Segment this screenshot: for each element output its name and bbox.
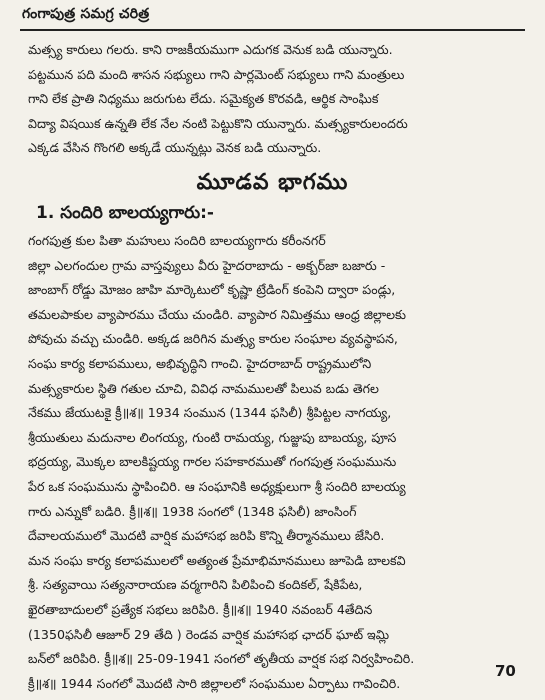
text-line: భద్రయ్య, మొక్కల బాలకిష్టయ్య గారల సహకారముతో గంగపుత్ర సంఘమును [28, 454, 397, 470]
text-line: విద్యా విషయిక ఉన్నతి లేక నేల నంటి పెట్టుకొని యున్నారు. మత్స్యకారులందరు [28, 115, 408, 131]
text-line: శ్రీయుతులు మదునాల లింగయ్య, గుంటి రామయ్య, గుజ్జుపు బాబయ్య, పూస [28, 429, 397, 445]
text-line: శ్రీ. సత్యవాయి సత్యనారాయణ వర్మగారిని పిలిపించి కందికల్, షేకిపేట, [28, 577, 363, 593]
body-paragraph [28, 229, 528, 696]
text-line: బన్‌లో జరిపిరి. క్రీ॥శ॥ 25-09-1941 సంగలో తృతీయ వార్షక సభ నిర్వహించిరి. [28, 651, 415, 667]
text-line: జిల్లా ఎలగందుల గ్రామ వాస్తవ్యులు వీరు హైదరాబాదు - అక్బర్‌జా బజారు - [28, 257, 386, 273]
page-number: 70 [495, 662, 516, 680]
text-line: ఎక్కడ వేసిన గొంగలి అక్కడే యున్నట్లు వెనక బడి యున్నారు. [28, 140, 322, 156]
section-title: 1. సందిరి బాలయ్యగారు:- [36, 203, 214, 223]
text-line: మత్స్య కారులు గలరు. కాని రాజకీయముగా ఎదుగక వెనుక బడి యున్నారు. [28, 42, 393, 57]
text-line: పోవుచు వచ్చు చుండిరి. అక్కడ జరిగిన మత్స్య కారుల సంఘాల వ్యవస్థాపన, [28, 331, 398, 347]
text-line: మన సంఘ కార్య కలాపములలో అత్యంత ప్రేమాభిమానములు జూపెడి బాలకవి [28, 552, 406, 568]
chapter-title: మూడవ భాగము [196, 170, 349, 195]
text-line: జాంబాగ్ రోడ్డు మోజం జాహి మార్కెటులో కృష్ణా ట్రేడింగ్ కంపెని ద్వారా పండ్లు, [28, 282, 396, 298]
text-line: సంఘ కార్య కలాపములు, అభివృద్ధిని గాంచి. హైదరాబాద్ రాష్ట్రములోని [28, 355, 372, 371]
text-line: ఖైరతాబాదులలో ప్రత్యేక సభలు జరిపిరి. క్రీ॥శ॥ 1940 నవంబర్ 4తేదిన [28, 601, 373, 617]
text-line: క్రీ॥శ॥ 1944 సంగలో మొదటి సారి జిల్లాలలో సంఘముల ఏర్పాటు గావించిరి. [28, 675, 401, 691]
text-line: నేకము జేయుటకై క్రీ॥శ॥ 1934 సంమున (1344 ఫసిలీ) శ్రీపిట్టల నాగయ్య, [28, 405, 392, 421]
running-header: గంగాపుత్ర సమగ్ర చరిత్ర [22, 6, 150, 22]
text-line: పేర ఒక సంఘమును స్థాపించిరి. ఆ సంఘానికి అధ్యక్షులుగా శ్రీ సందిరి బాలయ్య [28, 478, 406, 494]
text-line: గంగపుత్ర కుల పితా మహులు సందిరి బాలయ్యగారు కరీంనగర్ [28, 233, 326, 248]
text-line: (1350ఫసిలీ ఆజూర్ 29 తేది ) రెండవ వార్షిక మహాసభ ఛాదర్ ఘాట్ ఇమ్లి [28, 626, 390, 642]
text-line: మత్స్యకారుల స్థితి గతుల చూచి, వివిధ నామములతో పిలువ బడు తెగల [28, 380, 379, 396]
text-line: గారు ఎన్నుకో బడిరి. క్రీ॥శ॥ 1938 సంగలో (1348 ఫసిలీ) జాంసింగ్ [28, 503, 357, 519]
intro-paragraph [28, 38, 528, 161]
text-line: పట్టమున పది మంది శాసన సభ్యులు గాని పార్లమెంట్ సభ్యులు గాని మంత్రులు [28, 66, 405, 82]
text-line: దేవాలయములో మొదటి వార్షిక మహాసభ జరిపి కొన్ని తీర్మానములు జేసిరి. [28, 528, 385, 544]
text-line: తమలపాకుల వ్యాపారము చేయు చుండిరి. వ్యాపార నిమిత్తము ఆంధ్ర జిల్లాలకు [28, 306, 406, 322]
header-rule [20, 29, 525, 31]
text-line: గాని లేక ప్రాతి నిధ్యము జరుగుట లేదు. సమైక్యత కొరవడి, ఆర్థిక సాంఘిక [28, 91, 379, 107]
